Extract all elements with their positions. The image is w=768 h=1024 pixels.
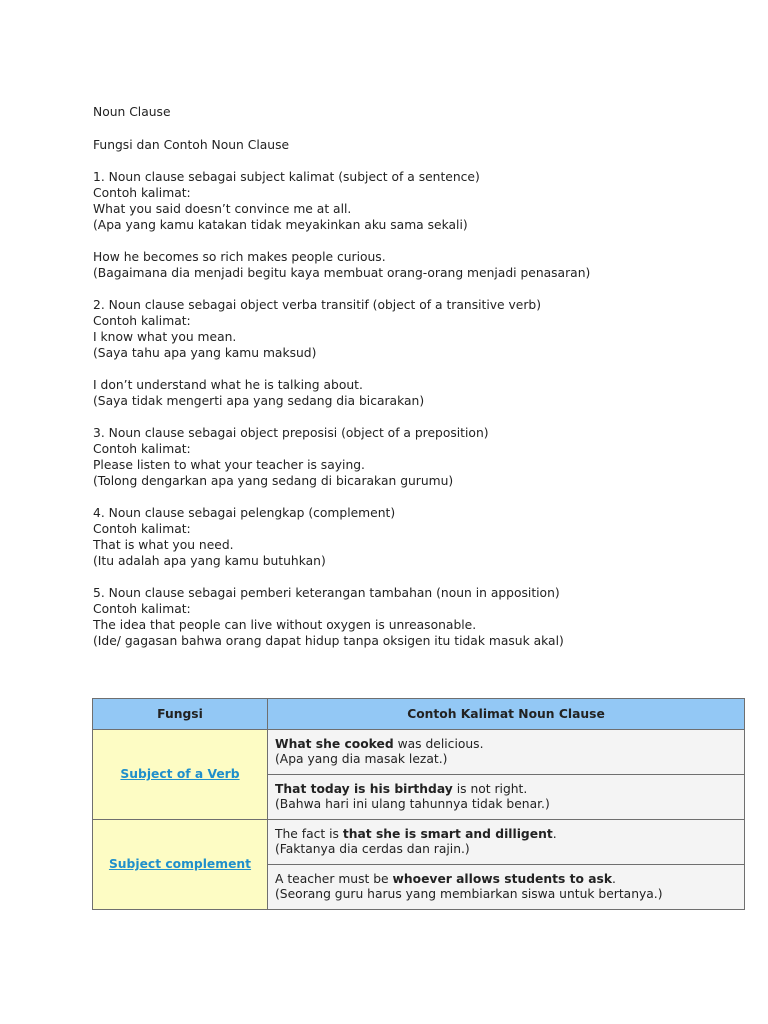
example-sentence: That today is his birthday is not right. [275,782,528,796]
noun-clause-bold: What she cooked [275,737,394,751]
example-cell [268,775,745,820]
section-5 [93,585,745,649]
example-translation: (Apa yang dia masak lezat.) [275,752,448,766]
example-translation: (Seorang guru harus yang membiarkan siswa untuk bertanya.) [275,887,663,901]
example-sentence: The fact is that she is smart and dilligent. [275,827,557,841]
section-heading: 4. Noun clause sebagai pelengkap (complement) [93,506,396,520]
example-label: Contoh kalimat: [93,442,191,456]
section-4 [93,505,745,569]
document-body [93,104,745,665]
example-label: Contoh kalimat: [93,314,191,328]
table-row [93,730,745,775]
example-translation: (Ide/ gagasan bahwa orang dapat hidup tanpa oksigen itu tidak masuk akal) [93,634,564,648]
noun-clause-table [92,698,745,910]
subject-of-a-verb-link[interactable]: Subject of a Verb [120,767,240,781]
example-cell [268,730,745,775]
example-translation: (Bagaimana dia menjadi begitu kaya membuat orang-orang menjadi penasaran) [93,266,591,280]
section-heading: 2. Noun clause sebagai object verba transitif (object of a transitive verb) [93,298,542,312]
example-english: What you said doesn’t convince me at all. [93,202,352,216]
example-translation: (Tolong dengarkan apa yang sedang di bicarakan gurumu) [93,474,454,488]
table-header-row [93,699,745,730]
example-english: The idea that people can live without oxygen is unreasonable. [93,618,477,632]
example-english: How he becomes so rich makes people curious. [93,250,386,264]
example-translation: (Itu adalah apa yang kamu butuhkan) [93,554,326,568]
section-1 [93,169,745,281]
example-translation: (Saya tidak mengerti apa yang sedang dia bicarakan) [93,394,425,408]
example-english: I don’t understand what he is talking about. [93,378,363,392]
example-english: Please listen to what your teacher is saying. [93,458,365,472]
example-translation: (Apa yang kamu katakan tidak meyakinkan aku sama sekali) [93,218,468,232]
section-heading: 1. Noun clause sebagai subject kalimat (subject of a sentence) [93,170,480,184]
section-3 [93,425,745,489]
subject-complement-link[interactable]: Subject complement [108,857,252,871]
noun-clause-bold: That today is his birthday [275,782,453,796]
example-sentence: A teacher must be whoever allows students to ask. [275,872,616,886]
section-heading: 3. Noun clause sebagai object preposisi (object of a preposition) [93,426,489,440]
header-contoh: Contoh Kalimat Noun Clause [268,699,745,730]
section-2 [93,297,745,409]
example-english: I know what you mean. [93,330,237,344]
header-fungsi: Fungsi [93,699,268,730]
example-translation: (Faktanya dia cerdas dan rajin.) [275,842,470,856]
noun-clause-bold: whoever allows students to ask [392,872,613,886]
table-row [93,820,745,865]
function-cell [93,820,268,910]
example-cell [268,865,745,910]
document-subtitle: Fungsi dan Contoh Noun Clause [93,138,290,152]
function-cell [93,730,268,820]
example-translation: (Saya tahu apa yang kamu maksud) [93,346,317,360]
example-label: Contoh kalimat: [93,602,191,616]
example-label: Contoh kalimat: [93,522,191,536]
example-sentence: What she cooked was delicious. [275,737,484,751]
example-label: Contoh kalimat: [93,186,191,200]
noun-clause-bold: that she is smart and dilligent [342,827,553,841]
example-translation: (Bahwa hari ini ulang tahunnya tidak benar.) [275,797,550,811]
section-heading: 5. Noun clause sebagai pemberi keterangan tambahan (noun in apposition) [93,586,560,600]
document-title: Noun Clause [93,105,171,119]
example-english: That is what you need. [93,538,234,552]
example-cell [268,820,745,865]
